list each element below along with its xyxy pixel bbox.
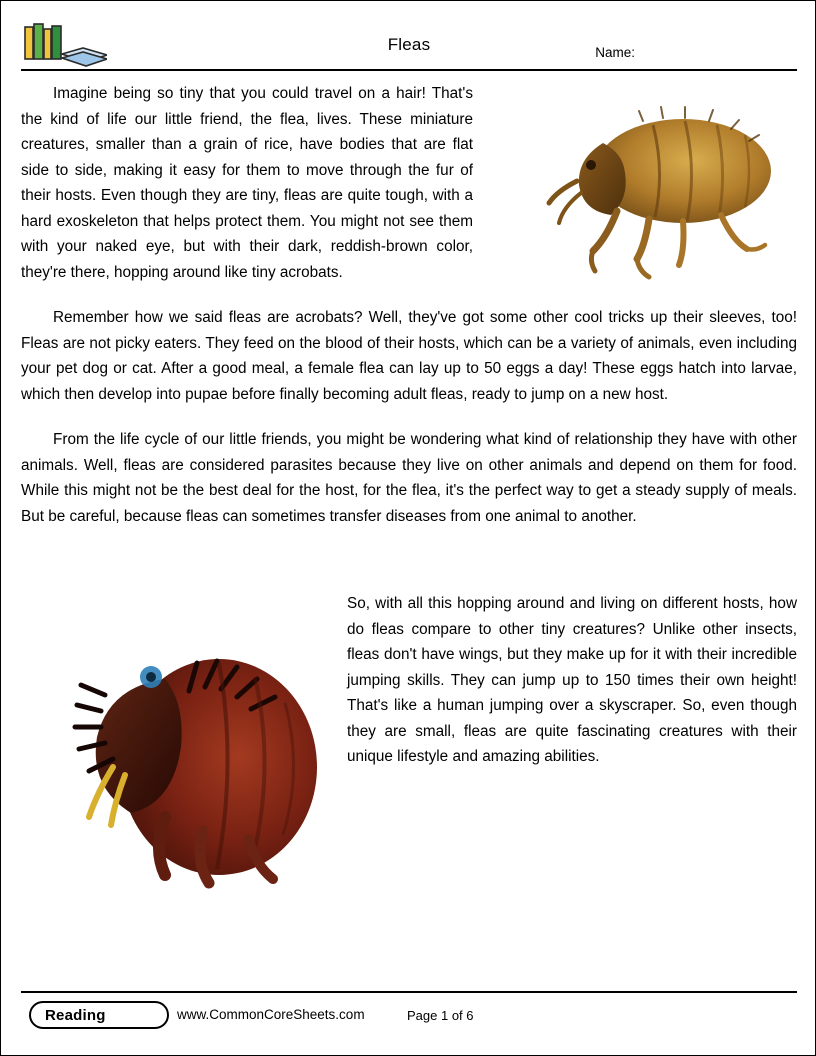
name-label: Name: [595, 45, 635, 60]
page-number: Page 1 of 6 [407, 1008, 474, 1023]
site-url[interactable]: www.CommonCoreSheets.com [177, 1007, 365, 1022]
sheet-inner [21, 19, 797, 1037]
paragraph-4 [347, 591, 797, 770]
page-footer [21, 997, 797, 1037]
flea-photo-bottom [69, 617, 327, 889]
paragraph-3 [21, 427, 797, 529]
page-title: Fleas [387, 35, 431, 54]
subject-badge: Reading [29, 1001, 169, 1029]
paragraph-4-text: So, with all this hopping around and living on different hosts, how do fleas compare to other tiny creatures? Unlike other insects, fleas don't have wings, but they make up for it with their incredible jumping skills. They can jump up to 150 times their own height! That's like a human jumping over a skyscraper. So, even though they are small, fleas are quite fascinating creatures with their unique lifestyle and amazing abilities. [347, 595, 797, 765]
paragraph-2-text: Remember how we said fleas are acrobats? Well, they've got some other cool tricks up their sleeves, too! Fleas are not picky eaters. They feed on the blood of their hosts, which can be a variety of animals, even including your pet dog or cat. After a good meal, a female flea can lay up to 50 eggs a day! These eggs hatch into larvae, which then develop into pupae before finally becoming adult fleas, ready to jump on a new host. [21, 309, 797, 403]
paragraph-1-text: Imagine being so tiny that you could travel on a hair! That's the kind of life our little friend, the flea, lives. These miniature creatures, smaller than a grain of rice, have bodies that are flat side to side, making it easy for them to move through the fur of their hosts. Even though they are tiny, fleas are quite tough, with a hard exoskeleton that helps protect them. You might not see them with your naked eye, but with their dark, reddish-brown color, they're there, hopping around like tiny acrobats. [21, 85, 473, 281]
footer-divider [21, 991, 797, 993]
page-header [21, 19, 797, 69]
paragraph-3-text: From the life cycle of our little friends, you might be wondering what kind of relationship they have with other animals. Well, fleas are considered parasites because they live on other animals and depend on them for food. While this might not be the best deal for the host, for the flea, it's the perfect way to get a steady supply of meals. But be careful, because fleas can sometimes transfer diseases from one animal to another. [21, 431, 797, 525]
flea-photo-top [533, 99, 791, 289]
header-divider [21, 69, 797, 71]
paragraph-2 [21, 305, 797, 407]
paragraph-1 [21, 81, 473, 285]
